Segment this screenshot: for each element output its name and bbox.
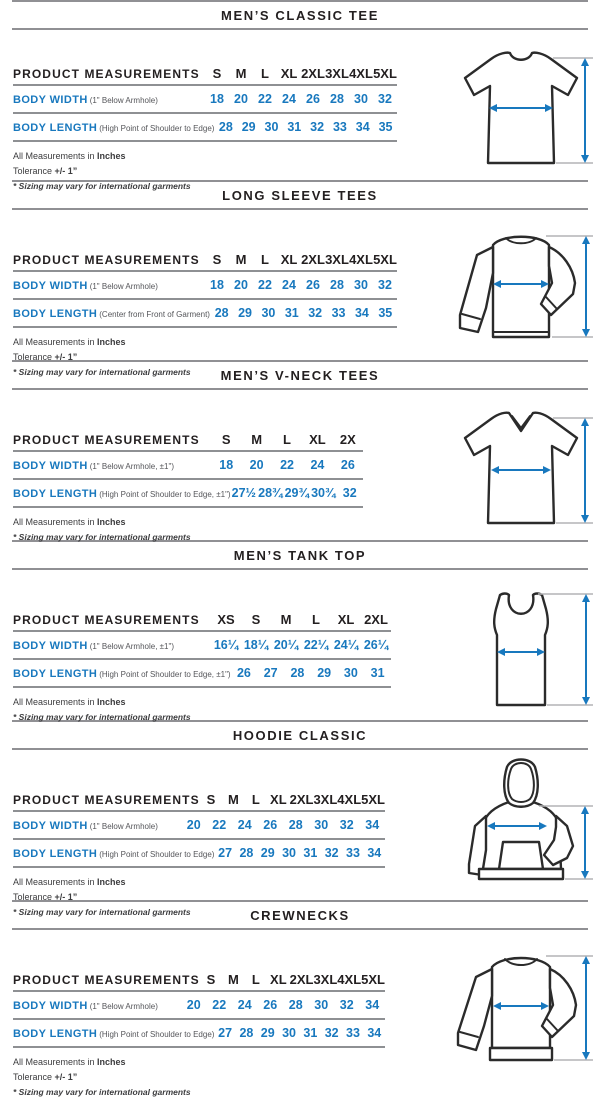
size-column-header: 5XL	[361, 972, 385, 987]
size-column-header: 2XL	[301, 252, 325, 267]
measurement-value: 24	[282, 278, 296, 292]
measurement-rows	[13, 86, 397, 142]
row-values	[210, 306, 397, 320]
row-label-cell	[13, 118, 214, 136]
product-measurements-label: PRODUCT MEASUREMENTS	[13, 67, 200, 81]
measurements-table	[13, 252, 397, 380]
measurement-value: 33	[331, 306, 346, 320]
measurement-value: 26	[263, 818, 278, 832]
measurement-value: 29	[260, 1026, 275, 1040]
size-column-headers	[200, 792, 385, 807]
size-column-header: S	[221, 432, 231, 447]
measurement-rows	[13, 272, 397, 328]
note-text: * Sizing may vary for international garments	[13, 1087, 191, 1097]
measurement-value: 32	[308, 306, 323, 320]
size-column-headers	[205, 66, 397, 81]
row-values	[205, 92, 397, 106]
note-bold-text: Inches	[97, 877, 126, 887]
size-column-header: L	[283, 432, 291, 447]
section-title-band	[12, 0, 588, 30]
section-title: LONG SLEEVE TEES	[222, 188, 378, 203]
note-line	[13, 695, 391, 710]
size-column-header: S	[206, 792, 216, 807]
measurement-rows	[13, 812, 385, 868]
size-column-header: M	[251, 432, 263, 447]
measurement-value: 22	[258, 278, 272, 292]
row-sublabel: (1" Below Armhole, ±1")	[89, 462, 175, 471]
note-text: * Sizing may vary for international garments	[13, 907, 191, 917]
measurement-value: 28	[218, 120, 233, 134]
row-label-cell	[13, 456, 211, 474]
size-column-header: M	[235, 66, 247, 81]
measurement-value: 29	[241, 120, 256, 134]
size-column-header: XL	[280, 252, 298, 267]
size-column-header: 3XL	[325, 66, 349, 81]
row-sublabel: (High Point of Shoulder to Edge)	[99, 124, 215, 133]
measurement-value: 28	[330, 92, 344, 106]
note-text: All Measurements in	[13, 337, 98, 347]
measurement-value: 31	[370, 666, 385, 680]
row-label-cell	[13, 996, 181, 1014]
measurement-value: 20	[249, 458, 264, 472]
size-column-header: XS	[217, 612, 235, 627]
measurement-value: 20	[186, 818, 201, 832]
measurement-value: 29	[238, 306, 252, 320]
row-label: BODY WIDTH	[13, 640, 88, 652]
note-text: All Measurements in	[13, 697, 98, 707]
measurement-value: 18	[210, 278, 224, 292]
note-bold-text: +/- 1”	[54, 1072, 78, 1082]
measurement-value: 27	[218, 846, 233, 860]
row-label: BODY WIDTH	[13, 280, 88, 292]
measurement-value: 20	[234, 278, 248, 292]
size-column-header: 5XL	[361, 792, 385, 807]
size-column-header: 3XL	[313, 972, 338, 987]
measurement-value: 18	[219, 458, 234, 472]
row-label-cell	[13, 636, 211, 654]
measurement-row	[13, 632, 391, 660]
section-title: HOODIE CLASSIC	[232, 728, 368, 743]
measurement-value: 28	[290, 666, 305, 680]
measurement-row	[13, 452, 363, 480]
note-line	[13, 164, 397, 179]
size-column-header: 4XL	[337, 792, 362, 807]
measurement-value: 34	[354, 306, 369, 320]
measurement-value: 18¼	[243, 638, 269, 652]
measurement-value: 24	[310, 458, 325, 472]
measurement-value: 33	[332, 120, 347, 134]
measurement-row	[13, 272, 397, 300]
measurements-table	[13, 612, 391, 728]
section-title: MEN’S V-NECK TEES	[220, 368, 380, 383]
note-bold-text: Inches	[97, 1057, 126, 1067]
measurement-value: 33	[346, 1026, 360, 1040]
note-text: All Measurements in	[13, 517, 98, 527]
garment-illustration	[442, 38, 600, 194]
measurement-value: 30	[354, 92, 368, 106]
size-chart-section	[0, 360, 600, 540]
row-values	[181, 818, 385, 832]
measurement-value: 30	[282, 1026, 296, 1040]
note-text: All Measurements in	[13, 151, 98, 161]
measurement-value: 34	[365, 818, 380, 832]
crewneck-icon	[446, 938, 596, 1088]
section-content	[0, 930, 600, 1100]
measurement-value: 30	[354, 278, 368, 292]
size-column-header: S	[251, 612, 261, 627]
size-column-header: M	[280, 612, 292, 627]
measurement-value: 22¼	[303, 638, 329, 652]
product-measurements-label: PRODUCT MEASUREMENTS	[13, 433, 200, 447]
measurement-rows	[13, 632, 391, 688]
product-measurements-label: PRODUCT MEASUREMENTS	[13, 973, 200, 987]
measurements-table	[13, 432, 363, 548]
measurement-value: 32	[342, 486, 357, 500]
row-label: BODY WIDTH	[13, 820, 88, 832]
size-column-header: M	[235, 252, 247, 267]
row-label: BODY LENGTH	[13, 1028, 98, 1040]
row-label-cell	[13, 1024, 214, 1042]
row-sublabel: (1" Below Armhole)	[89, 1002, 158, 1011]
measurement-value: 32	[378, 278, 392, 292]
size-column-header: 3XL	[325, 252, 349, 267]
section-title: MEN’S CLASSIC TEE	[221, 8, 379, 23]
measurement-value: 18	[210, 92, 224, 106]
measurement-value: 34	[365, 998, 380, 1012]
size-column-header: M	[227, 792, 239, 807]
size-column-header: 3XL	[313, 792, 338, 807]
measurement-row	[13, 300, 397, 328]
measurement-value: 35	[378, 306, 393, 320]
section-content	[0, 570, 600, 728]
measurement-value: 24	[237, 998, 252, 1012]
long-sleeve-tee-icon	[446, 218, 596, 368]
measurement-value: 32	[378, 92, 392, 106]
row-values	[231, 666, 391, 680]
note-text: All Measurements in	[13, 877, 98, 887]
table-header-row	[13, 612, 391, 632]
size-column-header: L	[261, 252, 269, 267]
measurement-value: 20¼	[273, 638, 299, 652]
note-text: * Sizing may vary for international garments	[13, 712, 191, 722]
note-text: Tolerance	[13, 892, 55, 902]
measurement-value: 27½	[231, 486, 256, 500]
measurement-value: 32	[339, 998, 354, 1012]
measurement-value: 32	[339, 818, 354, 832]
measurement-value: 30	[343, 666, 358, 680]
product-measurements-label: PRODUCT MEASUREMENTS	[13, 253, 200, 267]
size-column-header: 4XL	[337, 972, 362, 987]
garment-illustration	[442, 218, 600, 380]
note-line	[13, 350, 397, 365]
measurement-value: 28	[288, 818, 303, 832]
measurement-value: 22	[258, 92, 272, 106]
measurement-value: 29¾	[284, 486, 309, 500]
measurement-value: 32	[310, 120, 325, 134]
row-values	[231, 486, 363, 500]
note-text: * Sizing may vary for international garments	[13, 181, 191, 191]
measurement-value: 28	[288, 998, 303, 1012]
size-column-header: 2XL	[364, 612, 388, 627]
row-sublabel: (High Point of Shoulder to Edge, ±1")	[99, 490, 231, 499]
note-line	[13, 710, 391, 725]
measurement-value: 22	[280, 458, 294, 472]
size-column-header: XL	[270, 972, 287, 987]
measurement-value: 33	[346, 846, 360, 860]
note-bold-text: Inches	[97, 697, 126, 707]
row-sublabel: (1" Below Armhole, ±1")	[89, 642, 175, 651]
table-notes	[13, 1055, 385, 1100]
note-line	[13, 1085, 385, 1100]
note-line	[13, 1070, 385, 1085]
note-line	[13, 890, 385, 905]
row-values	[211, 638, 391, 652]
note-bold-text: Inches	[97, 517, 126, 527]
size-column-header: 2XL	[289, 792, 314, 807]
row-label-cell	[13, 484, 231, 502]
measurement-row	[13, 86, 397, 114]
row-label: BODY WIDTH	[13, 94, 88, 106]
size-column-header: 2X	[339, 432, 356, 447]
measurement-row	[13, 114, 397, 142]
measurement-value: 35	[378, 120, 393, 134]
size-column-header: 5XL	[373, 66, 397, 81]
measurement-value: 26	[306, 278, 320, 292]
product-measurements-label: PRODUCT MEASUREMENTS	[13, 613, 200, 627]
measurement-row	[13, 812, 385, 840]
size-column-header: S	[206, 972, 216, 987]
measurements-table	[13, 972, 385, 1100]
measurement-value: 30	[314, 818, 329, 832]
measurement-value: 30	[282, 846, 296, 860]
measurement-value: 28¾	[258, 486, 283, 500]
measurement-value: 22	[212, 818, 227, 832]
measurement-value: 34	[367, 846, 382, 860]
measurement-row	[13, 660, 391, 688]
measurement-value: 26	[306, 92, 320, 106]
measurement-value: 30	[261, 306, 276, 320]
measurement-value: 34	[367, 1026, 382, 1040]
size-column-header: 2XL	[289, 972, 314, 987]
size-column-header: L	[261, 66, 269, 81]
note-text: * Sizing may vary for international garments	[13, 367, 191, 377]
measurement-value: 24¼	[333, 638, 359, 652]
measurement-row	[13, 840, 385, 868]
measurement-value: 16¼	[213, 638, 239, 652]
v-neck-tee-icon	[446, 398, 596, 548]
table-header-row	[13, 792, 385, 812]
row-sublabel: (Center from Front of Garment)	[99, 310, 210, 319]
measurement-value: 29	[260, 846, 275, 860]
measurement-value: 30	[264, 120, 279, 134]
size-column-header: 2XL	[301, 66, 325, 81]
measurement-value: 31	[284, 306, 299, 320]
row-label: BODY WIDTH	[13, 1000, 88, 1012]
measurement-value: 28	[239, 1026, 254, 1040]
size-column-header: 4XL	[349, 252, 373, 267]
measurement-value: 20	[186, 998, 201, 1012]
note-bold-text: +/- 1”	[54, 166, 78, 176]
note-text: * Sizing may vary for international garments	[13, 532, 191, 542]
row-label: BODY WIDTH	[13, 460, 88, 472]
note-text: All Measurements in	[13, 1057, 98, 1067]
size-column-header: XL	[309, 432, 326, 447]
measurement-value: 28	[330, 278, 344, 292]
measurement-value: 27	[218, 1026, 233, 1040]
note-bold-text: +/- 1”	[54, 892, 78, 902]
row-label-cell	[13, 664, 231, 682]
row-values	[214, 1026, 385, 1040]
measurement-rows	[13, 452, 363, 508]
note-bold-text: +/- 1”	[54, 352, 78, 362]
note-line	[13, 335, 397, 350]
table-notes	[13, 515, 363, 545]
measurement-value: 30	[314, 998, 329, 1012]
tank-top-icon	[446, 578, 596, 728]
size-column-header: S	[212, 252, 222, 267]
section-content	[0, 210, 600, 380]
measurement-value: 26¼	[363, 638, 389, 652]
row-values	[211, 458, 363, 472]
hoodie-icon	[446, 752, 596, 902]
row-values	[205, 278, 397, 292]
row-values	[214, 120, 397, 134]
size-column-headers	[211, 612, 391, 627]
measurement-value: 31	[303, 846, 318, 860]
row-sublabel: (1" Below Armhole)	[89, 96, 158, 105]
note-line	[13, 149, 397, 164]
row-label-cell	[13, 90, 205, 108]
table-header-row	[13, 972, 385, 992]
measurement-value: 32	[324, 846, 339, 860]
measurement-value: 34	[355, 120, 370, 134]
measurement-row	[13, 1020, 385, 1048]
measurement-value: 20	[234, 92, 248, 106]
size-column-headers	[211, 432, 363, 447]
measurement-value: 24	[282, 92, 296, 106]
size-column-header: M	[227, 972, 239, 987]
measurement-value: 31	[303, 1026, 318, 1040]
table-header-row	[13, 66, 397, 86]
size-column-header: XL	[337, 612, 355, 627]
measurements-table	[13, 66, 397, 194]
row-label-cell	[13, 276, 205, 294]
measurement-value: 28	[214, 306, 229, 320]
row-label: BODY LENGTH	[13, 488, 98, 500]
row-label: BODY LENGTH	[13, 308, 98, 320]
measurement-value: 22	[212, 998, 227, 1012]
size-column-headers	[205, 252, 397, 267]
measurement-value: 30¾	[311, 486, 336, 500]
note-text: Tolerance	[13, 166, 55, 176]
size-column-header: L	[312, 612, 320, 627]
row-label: BODY LENGTH	[13, 122, 98, 134]
measurement-rows	[13, 992, 385, 1048]
row-sublabel: (High Point of Shoulder to Edge)	[99, 1030, 215, 1039]
garment-illustration	[442, 398, 600, 548]
measurement-value: 27	[263, 666, 278, 680]
size-chart-section	[0, 0, 600, 191]
measurement-row	[13, 480, 363, 508]
row-values	[181, 998, 385, 1012]
section-content	[0, 390, 600, 548]
measurement-value: 24	[237, 818, 252, 832]
size-column-header: L	[251, 972, 260, 987]
note-text: Tolerance	[13, 1072, 55, 1082]
garment-illustration	[442, 578, 600, 728]
note-line	[13, 1055, 385, 1070]
row-label-cell	[13, 816, 181, 834]
garment-illustration	[442, 938, 600, 1100]
row-values	[214, 846, 385, 860]
note-line	[13, 530, 363, 545]
measurement-value: 26	[340, 458, 355, 472]
size-chart-section	[0, 900, 600, 1097]
note-text: Tolerance	[13, 352, 55, 362]
note-line	[13, 875, 385, 890]
size-column-header: S	[212, 66, 222, 81]
note-line	[13, 515, 363, 530]
section-title: MEN’S TANK TOP	[233, 548, 367, 563]
table-header-row	[13, 432, 363, 452]
section-content	[0, 750, 600, 920]
measurement-row	[13, 992, 385, 1020]
size-column-header: L	[251, 792, 260, 807]
measurement-value: 26	[236, 666, 251, 680]
measurement-value: 29	[317, 666, 332, 680]
row-sublabel: (1" Below Armhole)	[89, 822, 158, 831]
measurement-value: 32	[324, 1026, 339, 1040]
measurements-table	[13, 792, 385, 920]
row-sublabel: (High Point of Shoulder to Edge)	[99, 850, 215, 859]
product-measurements-label: PRODUCT MEASUREMENTS	[13, 793, 200, 807]
measurement-value: 26	[263, 998, 278, 1012]
section-content	[0, 30, 600, 194]
row-label: BODY LENGTH	[13, 848, 98, 860]
classic-tee-icon	[446, 38, 596, 188]
size-column-header: 5XL	[373, 252, 397, 267]
size-column-header: 4XL	[349, 66, 373, 81]
row-sublabel: (1" Below Armhole)	[89, 282, 158, 291]
note-bold-text: Inches	[97, 151, 126, 161]
size-column-header: XL	[270, 792, 287, 807]
row-label-cell	[13, 304, 210, 322]
garment-illustration	[442, 752, 600, 920]
row-label: BODY LENGTH	[13, 668, 98, 680]
row-sublabel: (High Point of Shoulder to Edge, ±1")	[99, 670, 231, 679]
measurement-value: 28	[239, 846, 254, 860]
section-title: CREWNECKS	[250, 908, 350, 923]
table-notes	[13, 695, 391, 725]
size-column-header: XL	[280, 66, 298, 81]
row-label-cell	[13, 844, 214, 862]
size-column-headers	[200, 972, 385, 987]
table-header-row	[13, 252, 397, 272]
note-bold-text: Inches	[97, 337, 126, 347]
measurement-value: 31	[287, 120, 302, 134]
size-chart-section	[0, 540, 600, 720]
